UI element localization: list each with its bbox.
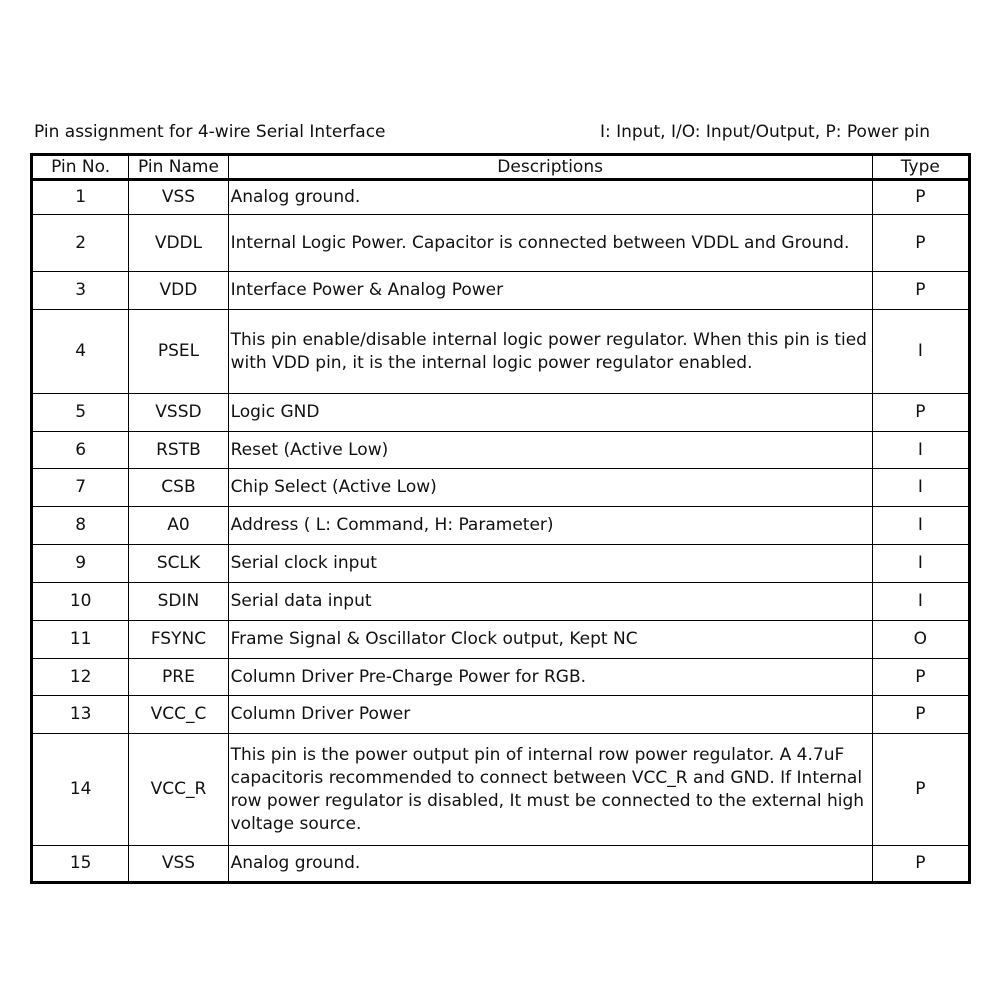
pin-description: Analog ground. xyxy=(228,846,872,883)
table-row xyxy=(32,394,970,432)
table-row xyxy=(32,545,970,583)
header-pin-name: Pin Name xyxy=(129,155,228,180)
pin-type: P xyxy=(872,394,969,432)
header-pin-no: Pin No. xyxy=(32,155,129,180)
pin-number: 6 xyxy=(32,432,129,469)
table-row xyxy=(32,846,970,883)
table-row xyxy=(32,583,970,621)
pin-type: P xyxy=(872,272,969,310)
pin-description: This pin is the power output pin of internal row power regulator. A 4.7uF capacitoris recommended to connect between VCC_R and GND. If Internal row power regulator is disabled, It must be connected to the external high voltage source. xyxy=(228,734,872,846)
table-row xyxy=(32,621,970,659)
pin-number: 8 xyxy=(32,507,129,545)
pin-name: SCLK xyxy=(129,545,228,583)
pin-type: I xyxy=(872,507,969,545)
table-row xyxy=(32,696,970,734)
table-row xyxy=(32,272,970,310)
pin-type: P xyxy=(872,215,969,272)
pin-description: Column Driver Pre-Charge Power for RGB. xyxy=(228,659,872,696)
pin-number: 1 xyxy=(32,180,129,215)
pin-name: VDD xyxy=(129,272,228,310)
table-row xyxy=(32,215,970,272)
pin-name: VCC_C xyxy=(129,696,228,734)
pin-number: 11 xyxy=(32,621,129,659)
pin-description: Chip Select (Active Low) xyxy=(228,469,872,507)
pin-description: Interface Power & Analog Power xyxy=(228,272,872,310)
pin-number: 2 xyxy=(32,215,129,272)
type-legend: I: Input, I/O: Input/Output, P: Power pin xyxy=(599,122,930,142)
table-row xyxy=(32,734,970,846)
pin-type: P xyxy=(872,734,969,846)
pin-name: PRE xyxy=(129,659,228,696)
table-row xyxy=(32,180,970,215)
pin-type: I xyxy=(872,545,969,583)
pin-type: P xyxy=(872,180,969,215)
pin-assignment-table xyxy=(30,153,971,884)
pin-description: This pin enable/disable internal logic power regulator. When this pin is tied with VDD pin, it is the internal logic power regulator enabled. xyxy=(228,310,872,394)
pin-description: Reset (Active Low) xyxy=(228,432,872,469)
pin-number: 10 xyxy=(32,583,129,621)
header-row xyxy=(32,155,970,180)
pin-type: P xyxy=(872,846,969,883)
pin-type: O xyxy=(872,621,969,659)
pin-description: Serial clock input xyxy=(228,545,872,583)
pin-type: I xyxy=(872,310,969,394)
pin-number: 7 xyxy=(32,469,129,507)
table-row xyxy=(32,432,970,469)
pin-name: VCC_R xyxy=(129,734,228,846)
table-row xyxy=(32,659,970,696)
pin-type: I xyxy=(872,432,969,469)
pin-description: Serial data input xyxy=(228,583,872,621)
pin-name: VSSD xyxy=(129,394,228,432)
pin-name: VSS xyxy=(129,180,228,215)
table-row xyxy=(32,469,970,507)
pin-number: 15 xyxy=(32,846,129,883)
table-row xyxy=(32,507,970,545)
pin-description: Frame Signal & Oscillator Clock output, Kept NC xyxy=(228,621,872,659)
pin-name: RSTB xyxy=(129,432,228,469)
pin-name: A0 xyxy=(129,507,228,545)
pin-name: SDIN xyxy=(129,583,228,621)
pin-number: 9 xyxy=(32,545,129,583)
pin-name: CSB xyxy=(129,469,228,507)
pin-number: 13 xyxy=(32,696,129,734)
pin-description: Analog ground. xyxy=(228,180,872,215)
pin-name: VDDL xyxy=(129,215,228,272)
pin-number: 14 xyxy=(32,734,129,846)
pin-name: PSEL xyxy=(129,310,228,394)
pin-description: Logic GND xyxy=(228,394,872,432)
pin-number: 5 xyxy=(32,394,129,432)
pin-type: I xyxy=(872,469,969,507)
header-descriptions: Descriptions xyxy=(228,155,872,180)
pin-type: I xyxy=(872,583,969,621)
table-caption: Pin assignment for 4-wire Serial Interface xyxy=(34,122,386,142)
pin-name: FSYNC xyxy=(129,621,228,659)
pin-type: P xyxy=(872,696,969,734)
pin-number: 12 xyxy=(32,659,129,696)
pin-description: Column Driver Power xyxy=(228,696,872,734)
table-row xyxy=(32,310,970,394)
header-type: Type xyxy=(872,155,969,180)
pin-description: Internal Logic Power. Capacitor is connected between VDDL and Ground. xyxy=(228,215,872,272)
pin-type: P xyxy=(872,659,969,696)
pin-name: VSS xyxy=(129,846,228,883)
pin-number: 3 xyxy=(32,272,129,310)
pin-number: 4 xyxy=(32,310,129,394)
pin-description: Address ( L: Command, H: Parameter) xyxy=(228,507,872,545)
